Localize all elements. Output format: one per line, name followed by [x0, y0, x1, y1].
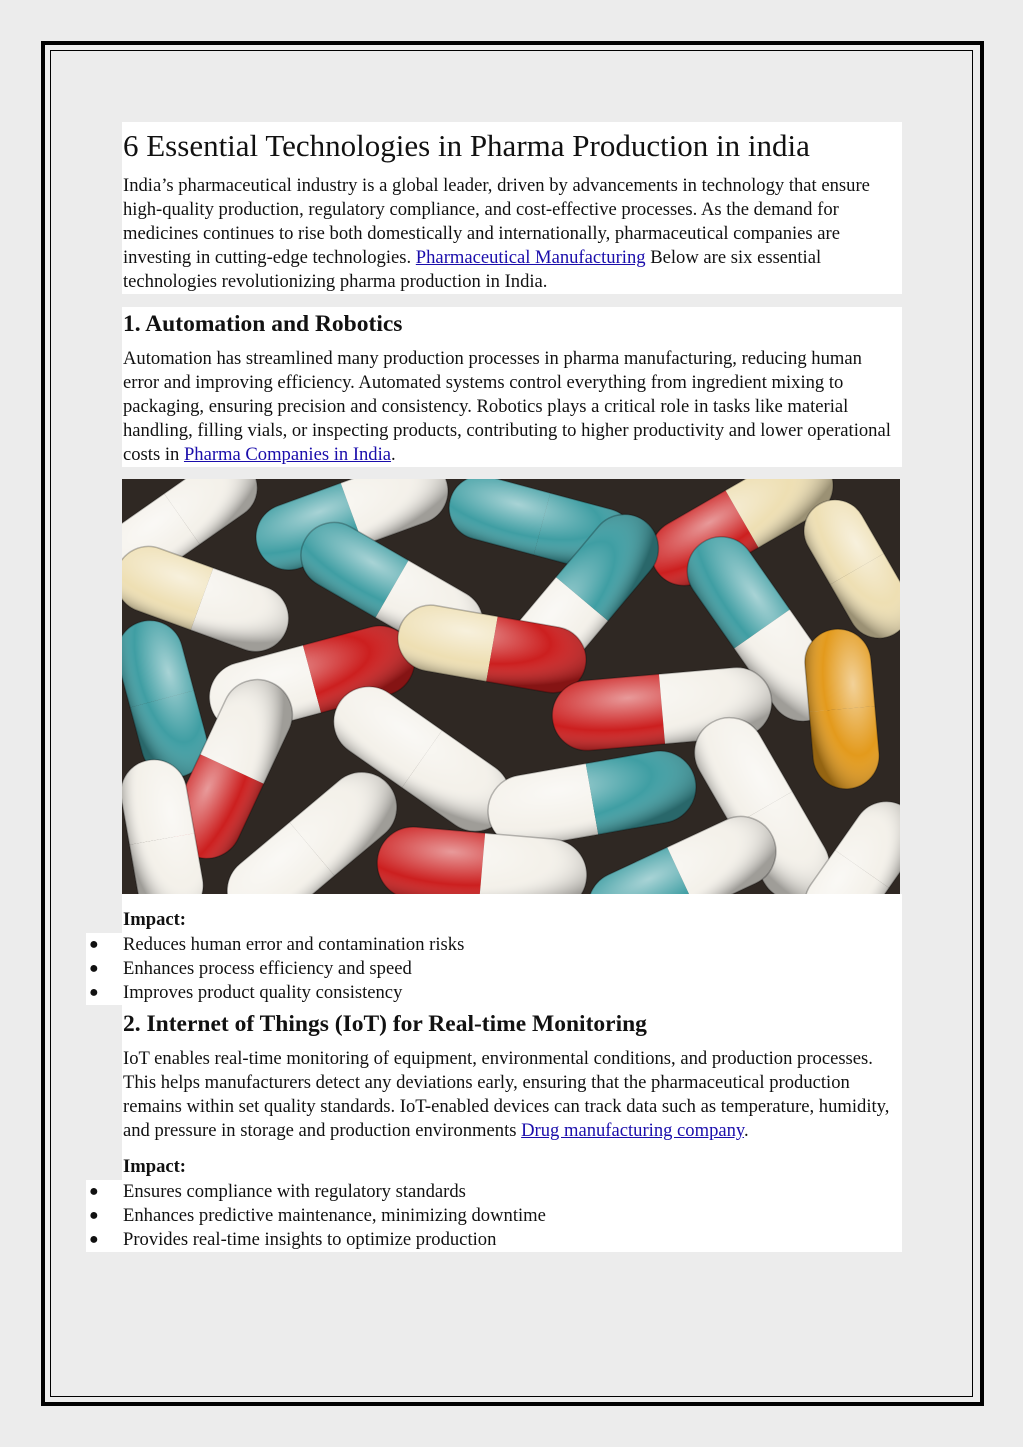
section1-paragraph	[122, 347, 902, 467]
list-item	[86, 1228, 902, 1252]
pharma-companies-link[interactable]: Pharma Companies in India	[183, 444, 392, 465]
capsules-photo	[122, 479, 900, 894]
section1-after-text: .	[391, 444, 396, 465]
section1-impact-label: Impact:	[123, 909, 186, 930]
list-item-text: Ensures compliance with regulatory standards	[123, 1181, 466, 1202]
section2-text: IoT enables real-time monitoring of equipment, environmental conditions, and production processes. This helps manufacturers detect any deviations early, ensuring that the pharmaceutical production remains within set quality standards. IoT-enabled devices can track data such as temperature, humidity, and pressure in storage and production environments	[123, 1048, 890, 1141]
section2-impact-label: Impact:	[123, 1156, 186, 1177]
list-item-text: Provides real-time insights to optimize production	[123, 1229, 497, 1250]
section1-impact-list	[86, 933, 902, 1005]
list-item-text: Reduces human error and contamination risks	[123, 934, 465, 955]
section1-impact-block	[122, 894, 902, 933]
section2-heading: 2. Internet of Things (IoT) for Real-time Monitoring	[123, 1011, 647, 1037]
list-item	[86, 933, 902, 957]
article-title: 6 Essential Technologies in Pharma Production in india	[123, 128, 810, 163]
article-content	[89, 122, 902, 1252]
bullet-icon: ●	[89, 936, 99, 953]
intro-paragraph	[122, 174, 902, 294]
section1-block	[122, 307, 902, 467]
list-item-text: Enhances process efficiency and speed	[123, 958, 412, 979]
list-item	[86, 981, 902, 1005]
pharmaceutical-manufacturing-link[interactable]: Pharmaceutical Manufacturing	[415, 247, 646, 268]
title-block	[122, 122, 902, 294]
section1-text: Automation has streamlined many production processes in pharma manufacturing, reducing human error and improving efficiency. Automated systems control everything from ingredient mixing to packaging, ensuring precision and consistency. Robotics plays a critical role in tasks like material handling, filling vials, or inspecting products, contributing to higher productivity and lower operational costs in	[123, 348, 891, 465]
bullet-icon: ●	[89, 960, 99, 977]
section2-after-text: .	[744, 1120, 749, 1141]
section2-paragraph	[122, 1047, 902, 1143]
capsule	[802, 626, 882, 791]
drug-manufacturing-company-link[interactable]: Drug manufacturing company	[521, 1120, 745, 1141]
list-item	[86, 1204, 902, 1228]
intro-text: India’s pharmaceutical industry is a global leader, driven by advancements in technology that ensure high-quality production, regulatory compliance, and cost-effective processes. As the demand for medicines continues to rise both domestically and internationally, pharmaceutical companies are investing in cutting-edge technologies.	[123, 175, 870, 268]
section2-block	[122, 1005, 902, 1180]
list-item-text: Enhances predictive maintenance, minimizing downtime	[123, 1205, 546, 1226]
list-item	[86, 1180, 902, 1204]
list-item	[86, 957, 902, 981]
section1-heading: 1. Automation and Robotics	[123, 311, 403, 337]
bullet-icon: ●	[89, 1183, 99, 1200]
capsules-illustration	[122, 479, 900, 894]
bullet-icon: ●	[89, 1231, 99, 1248]
list-item-text: Improves product quality consistency	[123, 982, 403, 1003]
section2-impact-list	[86, 1180, 902, 1252]
bullet-icon: ●	[89, 1207, 99, 1224]
intro-after-text: Below are six essential technologies revolutionizing pharma production in India.	[123, 247, 822, 292]
bullet-icon: ●	[89, 984, 99, 1001]
